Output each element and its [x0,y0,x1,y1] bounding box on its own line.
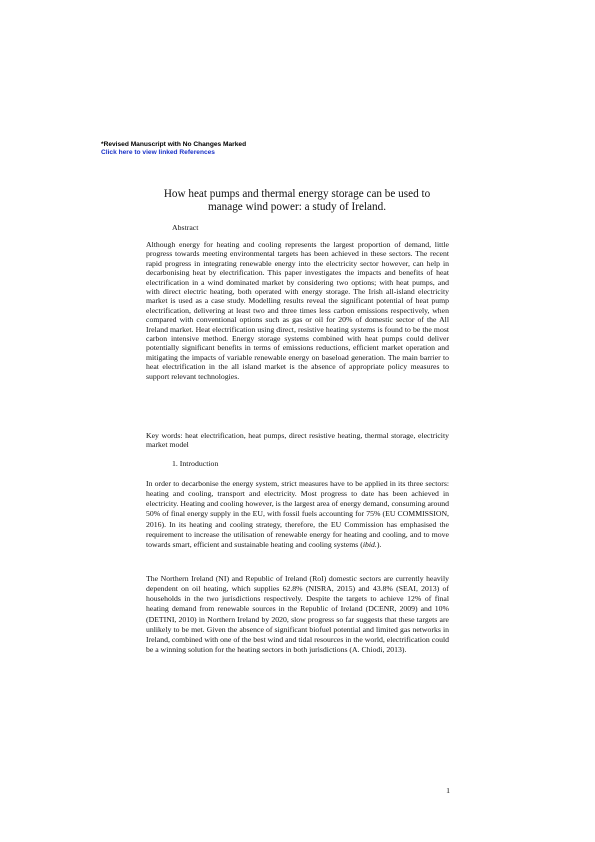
intro-paragraph-1-text: In order to decarbonise the energy system, strict measures have to be applied in its three sectors: heating and cooling, transport and electricity. Most progress to date has been achieved in electricity. Heating and cooling however, is the largest area of energy demand, consuming around 50% of final energy supply in the EU, with fossil fuels accounting for 75% (EU COMMISSION, 2016). In its heating and cooling strategy, therefore, the EU Commission has emphasised the requirement to increase the utilisation of renewable energy for heating and cooling, and to move towards smart, efficient and sustainable heating and cooling systems ( [146,479,449,549]
page-number: 1 [446,786,450,795]
abstract-heading: Abstract [172,223,199,232]
intro-paragraph-1-end: ). [376,539,382,549]
intro-paragraph-2: The Northern Ireland (NI) and Republic of Ireland (RoI) domestic sectors are currently heavily dependent on oil heating, which supplies 62.8% (NISRA, 2015) and 43.8% (SEAI, 2013) of households in the two jurisdictions respectively. Despite the targets to achieve 12% of final heating demand from renewable sources in the Republic of Ireland (DCENR, 2009) and 10% (DETINI, 2010) in Northern Ireland by 2020, slow progress so far suggests that these targets are unlikely to be met. Given the absence of significant biofuel potential and limited gas networks in Ireland, combined with one of the best wind and tidal resources in the world, electrification could be a winning solution for the heating sectors in both jurisdictions (A. Chiodi, 2013). [146,574,449,655]
linked-references-link[interactable]: Click here to view linked References [101,149,215,157]
keywords: Key words: heat electrification, heat pumps, direct resistive heating, thermal storage, electricity market model [146,431,449,450]
section-heading-introduction: 1. Introduction [172,459,219,468]
abstract-text: Although energy for heating and cooling represents the largest proportion of demand, little progress towards meeting environmental targets has been achieved in these sectors. The recent rapid progress in integrating renewable energy into the electricity sector however, can help in decarbonising heat by electrification. This paper investigates the impacts and benefits of heat electrification in a wind dominated market by considering two options; with heat pumps, and with direct electric heating, both operated with energy storage. The Irish all-island electricity market is used as a case study. Modelling results reveal the significant potential of heat pump electrification, delivering at least two and three times less carbon emissions respectively, when compared with conventional options such as gas or oil for 20% of domestic sector of the All Ireland market. Heat electrification using direct, resistive heating systems is found to be the most carbon intensive method. Energy storage systems combined with heat pumps could deliver potentially significant benefits in terms of emissions reductions, efficient market operation and mitigating the impacts of variable renewable energy on baseload generation. The main barrier to heat electrification in the all island market is the absence of appropriate policy measures to support relevant technologies. [146,240,449,381]
manuscript-header [101,141,246,158]
intro-paragraph-1 [146,479,449,550]
manuscript-status-label: *Revised Manuscript with No Changes Marked [101,141,247,148]
paper-title: How heat pumps and thermal energy storage can be used to manage wind power: a study of Ireland. [163,188,431,213]
ibid-citation: ibid. [362,539,377,549]
